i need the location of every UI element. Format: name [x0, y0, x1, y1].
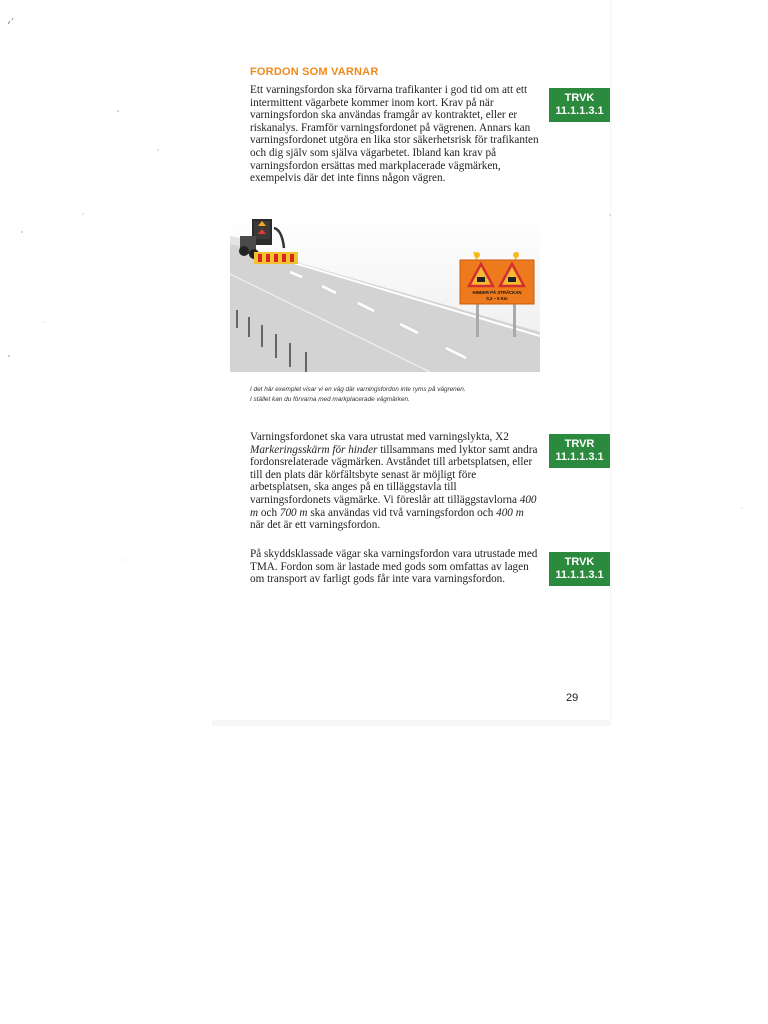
reference-code: TRVK [564, 556, 595, 568]
illustration-caption [250, 385, 540, 405]
text-run: när det är ett varningsfordon. [250, 519, 381, 532]
reference-code: TRVK [564, 92, 595, 104]
emphasis-text: 700 m [279, 506, 308, 519]
text-run: och [258, 506, 280, 519]
caption-line-2: I stället kan du förvarna med markplacerade vägmärken. [250, 396, 410, 403]
text-run: ska användas vid två varningsfordon och [307, 506, 497, 519]
reference-badge-3 [549, 552, 610, 586]
sign-text-2: 0,2 – 5 Km [486, 296, 508, 301]
equipment-paragraph [250, 431, 540, 532]
text-run: tillsammans med lyktor samt andra fordonsrelaterade vägmärken. Avståndet till arbetsplatsen, eller till den plats där körfältsbyte senast är möjligt före arbetsplatsen, ska anges på en tilläggstavla till varningsfordonets vägmärke. Vi föreslår att tilläggstavlorna [250, 443, 538, 506]
road-illustration [230, 214, 540, 372]
section-heading: FORDON SOM VARNAR [250, 66, 379, 78]
reference-badge-1 [549, 88, 610, 122]
emphasis-text: 400 m [496, 506, 524, 519]
reference-number: 11.1.1.3.1 [555, 569, 604, 581]
intro-paragraph: Ett varningsfordon ska förvarna trafikanter i god tid om att ett intermittent vägarbete kommer inom kort. Krav på när varningsfordon ska användas framgår av kontraktet, eller er riskanalys. Framför varningsfordonet på vägrenen. Annars kan varningsfordonet utgöra en lika stor säkerhetsrisk för trafikanten och dig själv som själva vägarbetet. Ibland kan krav på varningsfordon ersättas med markplacerade vägmärken, exempelvis där det inte finns någon vägren. [250, 84, 539, 185]
reference-number: 11.1.1.3.1 [555, 105, 604, 117]
text-run: Varningsfordonet ska vara utrustat med varningslykta, X2 [250, 431, 509, 443]
page-number: 29 [566, 692, 579, 704]
reference-badge-2 [549, 434, 610, 468]
emphasis-text: 400 m [250, 493, 537, 519]
caption-line-1: I det här exemplet visar vi en väg där varningsfordon inte ryms på vägrenen. [250, 386, 466, 393]
protection-paragraph: På skyddsklassade vägar ska varningsfordon vara utrustade med TMA. Fordon som är lastade med gods som omfattas av lagen om transport av farligt gods får inte vara varningsfordon. [250, 548, 538, 586]
reference-number: 11.1.1.3.1 [555, 451, 604, 463]
sign-text-1: HINDER PÅ STRÄCKAN [472, 290, 522, 295]
reference-code: TRVR [564, 438, 595, 450]
emphasis-text: Markeringsskärm för hinder [250, 443, 378, 456]
